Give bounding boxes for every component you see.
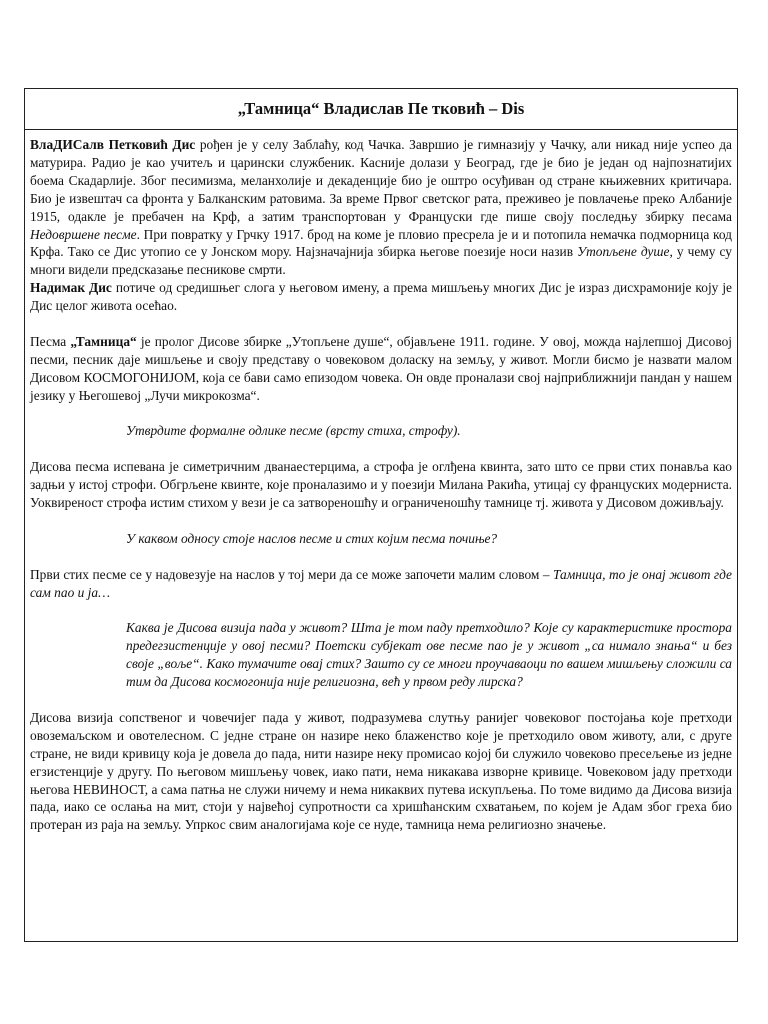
nickname-text: потиче од средишњег слога у његовом имену, а према мишљењу многих Дис је израз дисхрамоније коју је Дис целог живота осећао. bbox=[30, 280, 732, 314]
vision-answer-paragraph: Дисова визија сопственог и човечијег пада у живот, подразумева слутњу ранијег човековог постојања које претходи овоземаљском и овотелесном. С једне стране он назире неко блаженство које је претходило овом животу, али, с друге стране, не види кривицу која је довела до пада, нити назире неку промисао којој би служило човеково пресељење из једне егзистенције у другу. По његовом мишљењу човек, иако пати, нема никакава изворне кривице. Човековом јаду претходи његова НЕВИНОСТ, а сама патња не служи ничему и нема никаквих путева искупљења. По томе видимо да Дисова визија пада, иако се ослања на мит, стоји у највећој супротности са хришћанским схватањем, по којем је Адам због греха био протеран из раја на земљу. Упркос свим аналогијама које се нуде, тамница нема религиозно значење. bbox=[30, 709, 732, 833]
poem-title: „Тамница“ bbox=[70, 333, 137, 349]
document-title: „Тамница“ Владислав Пе тковић – Dis bbox=[237, 99, 525, 118]
spacer bbox=[30, 440, 732, 458]
biography-paragraph bbox=[30, 136, 732, 279]
collection-title-2: Утопљене душе bbox=[577, 244, 670, 260]
question-2: У каквом односу стоје наслов песме и стих којим песма почиње? bbox=[126, 530, 498, 546]
title-row bbox=[25, 89, 737, 130]
poem-intro-paragraph bbox=[30, 333, 732, 405]
collection-title-1: Недовршене песме bbox=[30, 226, 137, 242]
question-1: Утврдите формалне одлике песме (врсту стиха, строфу). bbox=[126, 423, 461, 439]
bio-text-2: . При повратку у Грчку 1917. брод на коме је пловио пресрела је и и потопила немачка подморница код Крфа. Тако се Дис утопио се у Јонском мору. Најзначајнија збирка његове поезије носи назив bbox=[30, 226, 732, 260]
spacer bbox=[30, 548, 732, 566]
question-3: Каква је Дисова визија пада у живот? Шта је том паду претходило? Које су карактеристике простора предегзистенције у овој песми? Поетски субјекат ове песме пао је у живот „са нимало знања“ и без своје „воље“. Како тумачите овај стих? Зашто су се многи проучаваоци по вашем мишљењу сложили са тим да Дисова космогонија није религиозна, већ у првом реду лирска? bbox=[126, 620, 732, 690]
spacer bbox=[30, 601, 732, 619]
bio-text-3: , у чему су многи видели предсказање песникове смрти. bbox=[30, 244, 732, 278]
nickname-lead: Надимак Дис bbox=[30, 280, 112, 296]
bio-text-1: рођен је у селу Заблаћу, код Чачка. Завршио је гимназију у Чачку, али никад није успео да матурира. Радио је као учитељ и царински службеник. Касније долази у Београд, где је био је један од најпознатијих боема Скадарлије. Због песимизма, меланхолије и декаденције био је оштро осуђиван од стране књижевних критичара. Био је извештач са фронта у Балканским ратовима. За време Првог светског рата, преживео је повлачење преко Албаније 1915, одакле је пребачен на Крф, а затим транспортован у Француски где пише своју последњу збирку песама bbox=[30, 137, 732, 224]
spacer bbox=[30, 405, 732, 423]
intro-text-2: је пролог Дисове збирке „Утопљене душе“, објављене 1911. године. У овој, можда најлепшој Дисовој песми, песник даје мишљење и своју представу о човековом доласку на земљу, у живот. Могли бисмо је назвати малом Дисовом КОСМОГОНИЈОМ, која се бави само епизодом човека. Он овде проналази свој најприближнији пандан у нашем језику у Његошевој „Лучи микрокозма“. bbox=[30, 333, 732, 403]
intro-text-1: Песма bbox=[30, 333, 71, 349]
nickname-paragraph bbox=[30, 279, 732, 315]
form-answer-paragraph: Дисова песма испевана је симетричним дванаестерцима, а строфа је оглђена квинта, зато што се први стих понавља као задњи у истој строфи. Обгрљене квинте, које проналазимо и у поезији Милана Ракића, утицај су француских модерниста. Уоквиреност строфа истим стихом у вези је са затвореношћу и ограниченошћу тамнице тј. живота у Дисовом доживљају. bbox=[30, 459, 732, 511]
title-answer-text: Први стих песме се у надовезује на наслов у тој мери да се може започети малим словом – bbox=[30, 566, 554, 582]
spacer bbox=[30, 691, 732, 709]
title-answer-paragraph bbox=[30, 566, 732, 602]
spacer bbox=[30, 315, 732, 333]
author-name: ВлаДИСалв Петковић Дис bbox=[30, 137, 196, 152]
spacer bbox=[30, 512, 732, 530]
document-frame bbox=[24, 88, 738, 942]
quoted-verse: Тамница, то је онај живот где сам пао и ја… bbox=[30, 566, 732, 600]
document-body bbox=[25, 130, 737, 834]
